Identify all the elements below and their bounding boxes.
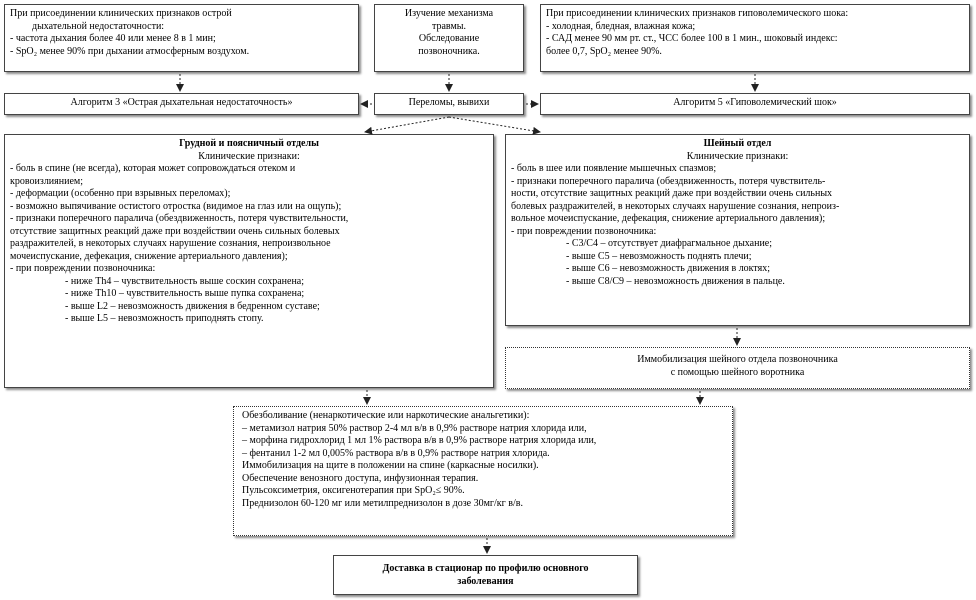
thoracic-sign: мочеиспускание, дефекация, снижение артериального давления); xyxy=(10,250,288,262)
cervical-sign: - признаки поперечного паралича (обездвиженность, потеря чувствитель- xyxy=(511,175,826,187)
thoracic-level: - ниже Th4 – чувствительность выше соскин сохранена; xyxy=(65,275,305,287)
thoracic-level: - выше L5 – невозможность приподнять стопу. xyxy=(65,313,264,324)
thoracic-lumbar-box xyxy=(4,134,494,388)
treatment-box xyxy=(233,406,733,536)
study-line-3: Обследование xyxy=(418,33,480,44)
delivery-line-2: заболевания xyxy=(457,575,514,587)
thoracic-sign: - признаки поперечного паралича (обездвиженность, потеря чувствительности, xyxy=(10,213,349,224)
treatment-line: Обезболивание (ненаркотические или наркотические анальгетики): xyxy=(242,410,530,421)
thoracic-level: - выше L2 – невозможность движения в бедренном суставе; xyxy=(65,300,320,312)
cervical-level: - выше С5 – невозможность поднять плечи; xyxy=(566,250,752,262)
study-line-1: Изучение механизма xyxy=(404,8,494,19)
thoracic-title: Грудной и поясничный отделы xyxy=(179,138,319,149)
cervical-level: - выше С8/С9 – невозможность движения в пальце. xyxy=(566,275,785,287)
thoracic-sign: - при повреждении позвоночника: xyxy=(10,263,156,274)
shock-criteria-line-1: При присоединении клинических признаков гиповолемического шока: xyxy=(546,8,849,19)
study-line-4: позвоночника. xyxy=(418,45,480,57)
cervical-signs-list xyxy=(511,163,964,238)
hypovolemic-shock-criteria-box xyxy=(540,4,970,72)
cervical-sign: - боль в шее или появление мышечных спазмов; xyxy=(511,163,717,174)
algorithm-3-box xyxy=(4,93,359,115)
treatment-line: – морфина гидрохлорид 1 мл 1% раствора в/в в 0,9% растворе натрия хлорида или, xyxy=(242,435,597,446)
shock-criteria-line-2: - холодная, бледная, влажная кожа; xyxy=(546,20,696,32)
resp-criteria-line-2: дыхательной недостаточности: xyxy=(32,20,165,32)
algorithm-5-label: Алгоритм 5 «Гиповолемический шок» xyxy=(673,97,837,108)
arrow-fractures-to-cervical xyxy=(449,117,540,132)
cervical-immobilization-box xyxy=(505,347,970,389)
fractures-box xyxy=(374,93,524,115)
treatment-line: Преднизолон 60-120 мг или метилпреднизолон в дозе 30мг/кг в/в. xyxy=(242,497,523,509)
algorithm-3-label: Алгоритм 3 «Острая дыхательная недостаточность» xyxy=(70,97,293,108)
cervical-sign: ности, отсутствие защитных реакций даже при воздействии очень сильных xyxy=(511,188,833,199)
resp-criteria-line-4: - SpO₂ менее 90% при дыхании атмосферным воздухом. xyxy=(10,45,250,57)
thoracic-sign: отсутствие защитных реакций даже при воздействии очень сильных болевых xyxy=(10,225,340,237)
thoracic-sign: - возможно выпячивание остистого отростка (видимое на глаз или на ощупь); xyxy=(10,200,342,212)
cervical-level: - С3/С4 – отсутствует диафрагмальное дыхание; xyxy=(566,238,773,249)
shock-criteria-line-4: более 0,7, SpO₂ менее 90%. xyxy=(546,45,662,57)
arrow-fractures-to-thoracic xyxy=(365,117,449,132)
cervical-sign: болевых раздражителей, в некоторых случаях нарушение сознания, непроиз- xyxy=(511,200,840,212)
treatment-line: – фентанил 1-2 мл 0,005% раствора в/в в 0,9% растворе натрия хлорида. xyxy=(242,447,550,459)
thoracic-subtitle: Клинические признаки: xyxy=(198,150,300,162)
resp-failure-criteria-box xyxy=(4,4,359,72)
thoracic-sign: кровоизлиянием; xyxy=(10,175,84,187)
cervical-title: Шейный отдел xyxy=(703,138,772,149)
treatment-line: Пульсоксиметрия, оксигенотерапия при SpO₂≤ 90%. xyxy=(242,485,465,496)
thoracic-levels-list xyxy=(10,276,488,326)
cervical-level: - выше С6 – невозможность движения в локтях; xyxy=(566,263,771,274)
treatment-line: Иммобилизация на щите в положении на спине (каркасные носилки). xyxy=(242,460,539,471)
study-mechanism-box xyxy=(374,4,524,72)
algorithm-5-box xyxy=(540,93,970,115)
thoracic-signs-list xyxy=(10,163,488,276)
cervical-levels-list xyxy=(511,238,964,288)
thoracic-sign: - деформации (особенно при взрывных переломах); xyxy=(10,188,231,199)
immob-line-1: Иммобилизация шейного отдела позвоночника xyxy=(637,354,838,365)
resp-criteria-line-3: - частота дыхания более 40 или менее 8 в 1 мин; xyxy=(10,33,216,44)
immob-line-2: с помощью шейного воротника xyxy=(670,366,805,378)
study-line-2: травмы. xyxy=(431,20,467,32)
cervical-sign: - при повреждении позвоночника: xyxy=(511,225,657,237)
treatment-line: – метамизол натрия 50% раствор 2-4 мл в/в в 0,9% растворе натрия хлорида или, xyxy=(242,422,587,434)
cervical-sign: вольное мочеиспускание, дефекация, снижение артериального давления); xyxy=(511,213,826,224)
delivery-box xyxy=(333,555,638,595)
thoracic-sign: - боль в спине (не всегда), которая может сопровождаться отеком и xyxy=(10,163,296,174)
fractures-label: Переломы, вывихи xyxy=(408,97,490,108)
resp-criteria-line-1: При присоединении клинических признаков острой xyxy=(10,8,232,19)
thoracic-level: - ниже Th10 – чувствительность выше пупка сохранена; xyxy=(65,288,305,299)
delivery-line-1: Доставка в стационар по профилю основного xyxy=(382,563,589,574)
shock-criteria-line-3: - САД менее 90 мм рт. ст., ЧСС более 100 в 1 мин., шоковый индекс: xyxy=(546,33,838,44)
cervical-subtitle: Клинические признаки: xyxy=(686,150,789,162)
thoracic-sign: раздражителей, в некоторых случаях нарушение сознания, непроизвольное xyxy=(10,238,331,249)
treatment-line: Обеспечение венозного доступа, инфузионная терапия. xyxy=(242,472,479,484)
cervical-box xyxy=(505,134,970,326)
